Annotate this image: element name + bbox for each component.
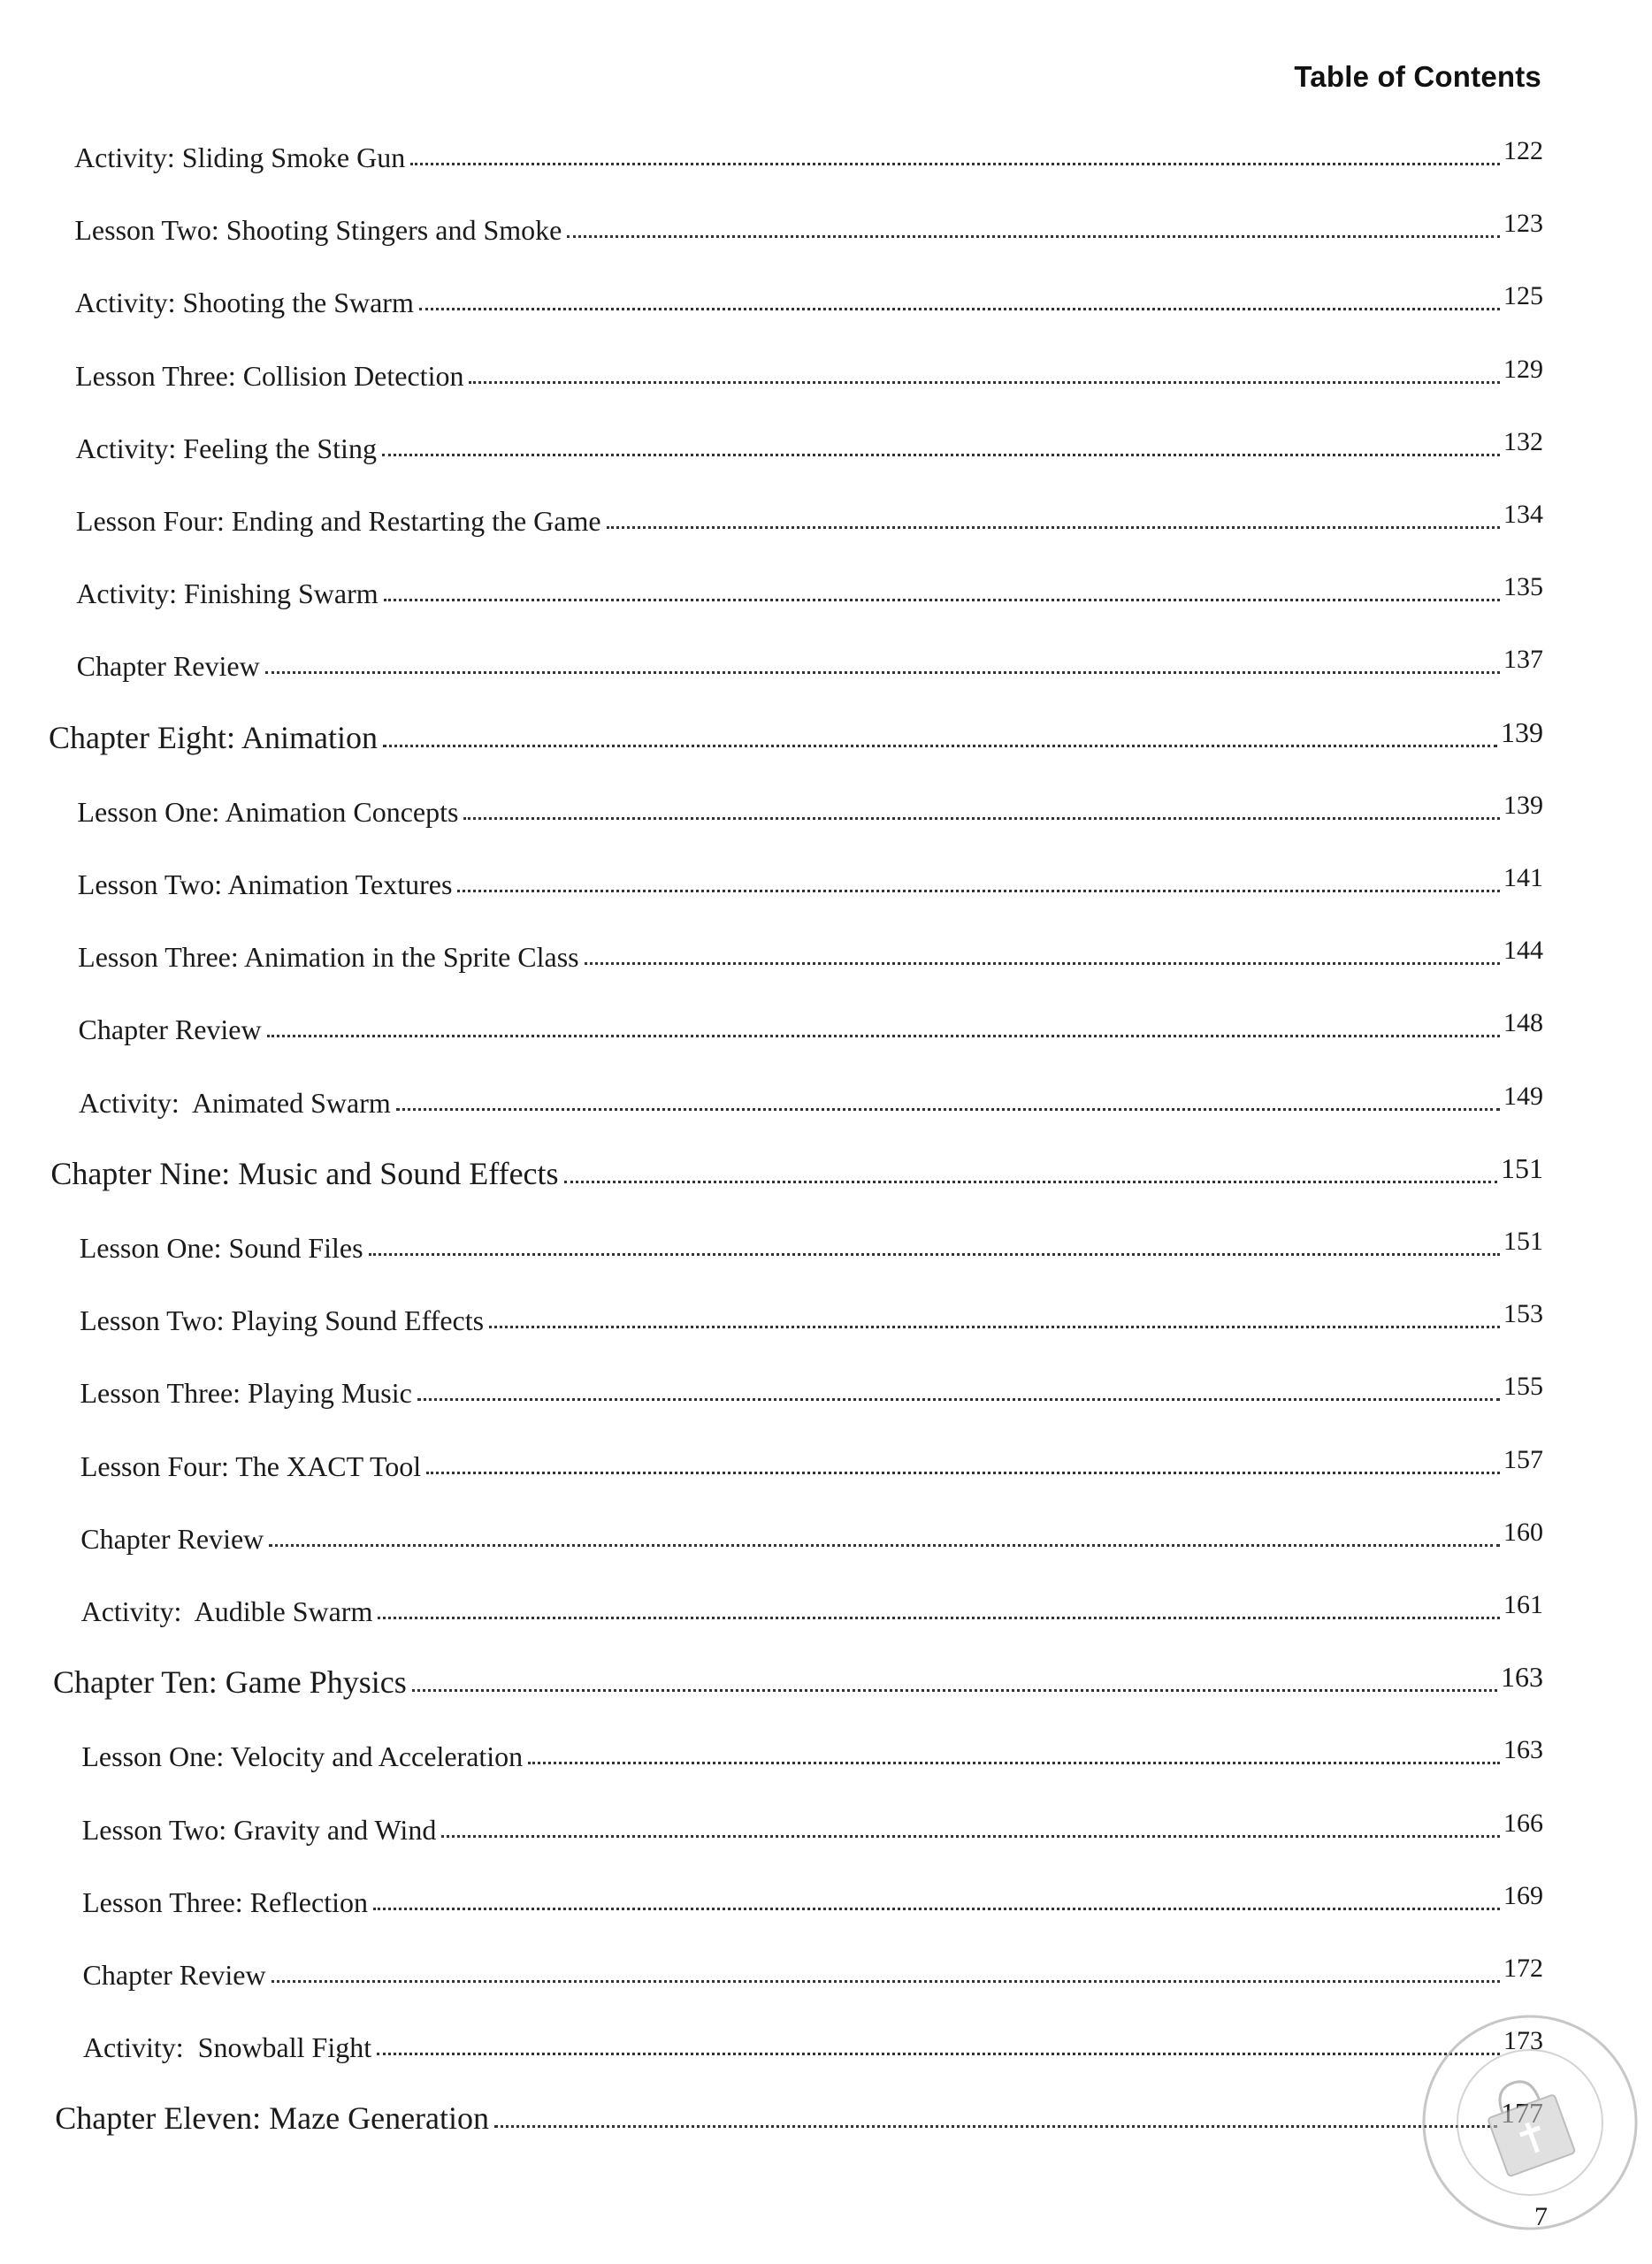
toc-entry-title: Lesson Two: Animation Textures [77,868,453,900]
toc-entry-page: 163 [1500,1661,1543,1694]
toc-lesson-entry [80,1442,1543,1486]
toc-lesson-entry [80,1296,1543,1340]
toc-lesson-entry [75,351,1543,395]
dot-leader [567,235,1500,238]
toc-lesson-entry [75,278,1543,322]
dot-leader [417,1398,1500,1401]
dot-leader [441,1835,1500,1838]
toc-entry-page: 151 [1503,1227,1543,1256]
dot-leader [607,526,1500,529]
toc-lesson-entry [76,496,1543,540]
dot-leader [494,2125,1497,2128]
toc-entry-page: 134 [1503,500,1543,529]
toc-entry-title: Lesson One: Velocity and Acceleration [81,1740,524,1773]
dot-leader [265,671,1500,674]
toc-lesson-entry [80,1368,1543,1412]
toc-entry-title: Activity: Shooting the Swarm [74,287,414,319]
toc-entry-page: 137 [1503,645,1543,675]
toc-entry-title: Chapter Ten: Game Physics [52,1664,407,1701]
page-number: 7 [1534,2202,1548,2231]
dot-leader [489,1326,1500,1328]
toc-entry-title: Chapter Review [76,650,260,683]
toc-entry-title: Chapter Review [78,1013,262,1046]
page-title: Table of Contents [1294,60,1541,93]
toc-entry-title: Chapter Review [80,1522,264,1555]
toc-entry-title: Chapter Nine: Music and Sound Effects [50,1155,559,1191]
toc-entry-page: 144 [1503,936,1543,966]
toc-entry-title: Lesson Four: The XACT Tool [80,1449,422,1482]
toc-lesson-entry [74,133,1543,177]
toc-entry-title: Chapter Eight: Animation [49,719,378,755]
toc-entry-page: 148 [1503,1008,1543,1038]
dot-leader [412,1689,1497,1692]
toc-entry-title: Activity: Feeling the Sting [75,432,377,464]
toc-lesson-entry [81,1732,1543,1776]
dot-leader [396,1108,1500,1111]
toc-entry-page: 141 [1503,863,1543,892]
toc-lesson-entry [78,860,1543,904]
dot-leader [528,1762,1500,1764]
toc-entry-title: Lesson Two: Gravity and Wind [81,1813,437,1846]
dot-leader [267,1035,1500,1037]
toc-chapter-entry [50,1151,1543,1195]
toc-entry-title: Activity: Snowball Fight [82,2031,372,2064]
toc-entry-page: 149 [1503,1081,1543,1111]
toc-entry-page: 151 [1500,1151,1543,1184]
toc-lesson-entry [82,1878,1543,1922]
toc-entry-page: 160 [1503,1517,1543,1547]
dot-leader [410,163,1500,165]
toc-entry-page: 129 [1503,354,1543,384]
toc-entry-title: Lesson Three: Collision Detection [75,359,464,392]
toc-entry-title: Activity: Animated Swarm [78,1086,391,1119]
dot-leader [269,1544,1500,1547]
toc-lesson-entry [78,932,1543,976]
toc-entry-title: Activity: Sliding Smoke Gun [74,142,406,173]
toc-entry-title: Lesson Three: Reflection [82,1885,368,1918]
dot-leader [426,1472,1500,1474]
toc-entry-page: 155 [1503,1372,1543,1402]
toc-entry-page: 125 [1503,281,1543,311]
toc-lesson-entry [79,1078,1543,1122]
toc-lesson-entry [76,424,1543,468]
toc-entry-title: Lesson Four: Ending and Restarting the Game [75,505,601,537]
toc-entry-title: Lesson Three: Playing Music [80,1377,412,1410]
toc-entry-page: 173 [1503,2026,1543,2056]
toc-entry-title: Lesson One: Sound Files [79,1232,363,1264]
dot-leader [419,308,1500,310]
toc-entry-page: 139 [1500,715,1543,748]
toc-entry-page: 122 [1503,136,1543,165]
toc-chapter-entry [49,715,1543,759]
toc-entry-title: Lesson Two: Playing Sound Effects [80,1304,485,1337]
dot-leader [469,381,1500,384]
toc-entry-page: 169 [1503,1880,1543,1910]
toc-entry-page: 163 [1503,1735,1543,1765]
dot-leader [457,890,1500,892]
dot-leader [383,745,1497,747]
shopping-bag-icon [1480,2071,1576,2176]
toc-entry-page: 135 [1503,572,1543,602]
dot-leader [377,2053,1500,2055]
toc-entry-page: 157 [1503,1444,1543,1474]
toc-lesson-entry [74,205,1543,249]
toc-entry-title: Lesson Three: Animation in the Sprite Class [78,941,579,974]
toc-entry-page: 123 [1503,209,1543,239]
toc-entry-page: 166 [1503,1808,1543,1838]
toc-lesson-entry [76,569,1543,613]
toc-lesson-entry [81,1587,1543,1631]
toc-entry-title: Activity: Audible Swarm [80,1595,373,1627]
toc-entry-page: 132 [1503,426,1543,456]
toc-entry-page: 153 [1503,1299,1543,1329]
toc-entry-page: 161 [1503,1590,1543,1619]
toc-lesson-entry [79,1005,1543,1049]
toc-lesson-entry [82,1805,1543,1849]
toc-entry-page: 139 [1503,790,1543,820]
toc-entry-title: Chapter Review [82,1959,266,1991]
toc-lesson-entry [77,787,1543,831]
toc-lesson-entry [80,1223,1543,1267]
dot-leader [369,1253,1500,1256]
dot-leader [585,962,1500,965]
toc-entry-title: Lesson One: Animation Concepts [77,795,459,828]
watermark-seal [1415,2008,1645,2237]
dot-leader [463,817,1500,820]
dot-leader [378,1617,1500,1619]
dot-leader [384,599,1500,601]
toc-chapter-entry [53,1659,1543,1703]
toc-lesson-entry [77,641,1543,685]
dot-leader [382,454,1500,456]
toc-lesson-entry [83,1950,1544,1994]
toc-entry-title: Chapter Eleven: Maze Generation [55,2100,490,2137]
toc-entry-page: 172 [1503,1954,1543,1983]
toc-entry-title: Lesson Two: Shooting Stingers and Smoke [74,214,562,247]
toc-lesson-entry [80,1514,1543,1558]
dot-leader [373,1908,1500,1910]
toc-lesson-entry [83,2023,1543,2067]
toc-entry-title: Activity: Finishing Swarm [76,577,379,610]
toc-chapter-entry [55,2095,1543,2139]
dot-leader [564,1181,1497,1183]
dot-leader [272,1980,1500,1983]
